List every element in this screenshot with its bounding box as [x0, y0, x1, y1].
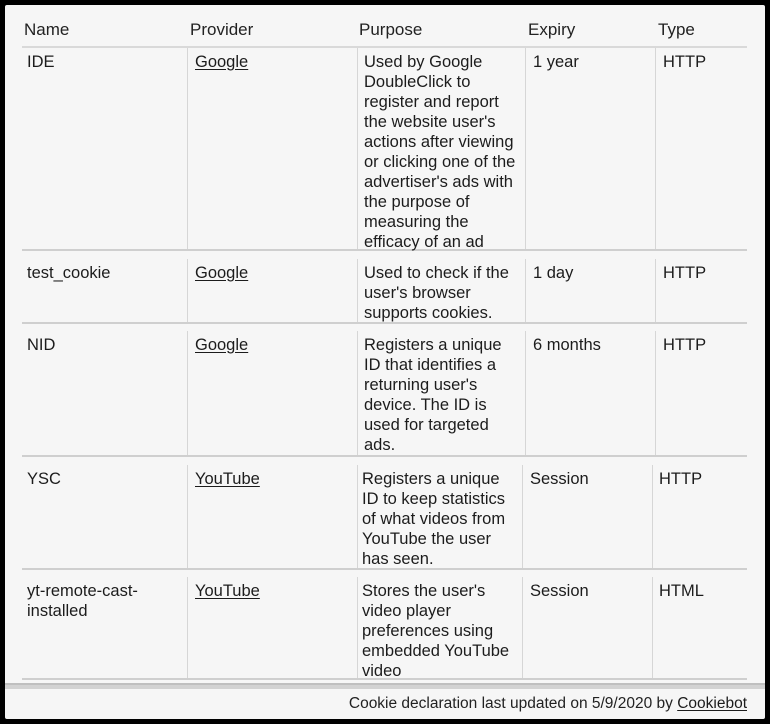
- footer-note: [349, 695, 747, 713]
- cookie-declaration-panel: [5, 5, 765, 719]
- cell-type: HTML: [652, 577, 747, 678]
- cell-purpose: Used to check if the user's browser supports cookies.: [357, 259, 525, 322]
- header-type: Type: [658, 20, 695, 39]
- cell-expiry: 6 months: [525, 331, 655, 455]
- table-row: [22, 48, 747, 251]
- table-header: [22, 14, 747, 48]
- cell-name: YSC: [27, 470, 61, 488]
- provider-link[interactable]: Google: [195, 53, 249, 71]
- cell-expiry: 1 day: [525, 259, 655, 322]
- cell-provider: [187, 465, 357, 568]
- cell-purpose: Used by Google DoubleClick to register and report the website user's actions after viewing or clicking one of the advertiser's ads with the purpose of measuring the efficacy of an ad: [357, 48, 525, 249]
- table-row: [22, 577, 747, 680]
- table-row: [22, 259, 747, 324]
- footer-text: Cookie declaration last updated on 5/9/2020 by: [348, 695, 673, 712]
- cell-expiry: Session: [522, 465, 652, 568]
- cell-name: NID: [27, 336, 56, 354]
- cookiebot-link[interactable]: Cookiebot: [677, 695, 747, 712]
- cell-type: HTTP: [655, 259, 747, 322]
- cell-name: yt-remote-cast-installed: [27, 582, 138, 620]
- cell-purpose: Registers a unique ID to keep statistics of what videos from YouTube the user has seen.: [357, 465, 525, 568]
- header-expiry: Expiry: [528, 20, 576, 39]
- provider-link[interactable]: Google: [195, 264, 249, 282]
- footer-divider-inner: [5, 683, 765, 685]
- cell-provider: [187, 48, 357, 249]
- table-row: [22, 465, 747, 570]
- header-purpose: Purpose: [359, 20, 423, 39]
- cell-type: HTTP: [655, 48, 747, 249]
- cell-purpose: Registers a unique ID that identifies a returning user's device. The ID is used for targeted ads.: [357, 331, 525, 455]
- header-name: Name: [24, 20, 70, 39]
- cell-name: IDE: [27, 53, 55, 71]
- cell-provider: [187, 259, 357, 322]
- cell-type: HTTP: [655, 331, 747, 455]
- cell-provider: [187, 577, 357, 678]
- cell-type: HTTP: [652, 465, 747, 568]
- provider-link[interactable]: YouTube: [195, 470, 260, 488]
- cell-expiry: Session: [522, 577, 652, 678]
- footer-divider: [5, 683, 765, 689]
- cell-name: test_cookie: [27, 264, 111, 282]
- provider-link[interactable]: YouTube: [195, 582, 260, 600]
- cell-purpose: Stores the user's video player preferences using embedded YouTube video: [357, 577, 525, 678]
- cell-expiry: 1 year: [525, 48, 655, 249]
- header-provider: Provider: [190, 20, 254, 39]
- table-row: [22, 331, 747, 457]
- provider-link[interactable]: Google: [195, 336, 249, 354]
- cell-provider: [187, 331, 357, 455]
